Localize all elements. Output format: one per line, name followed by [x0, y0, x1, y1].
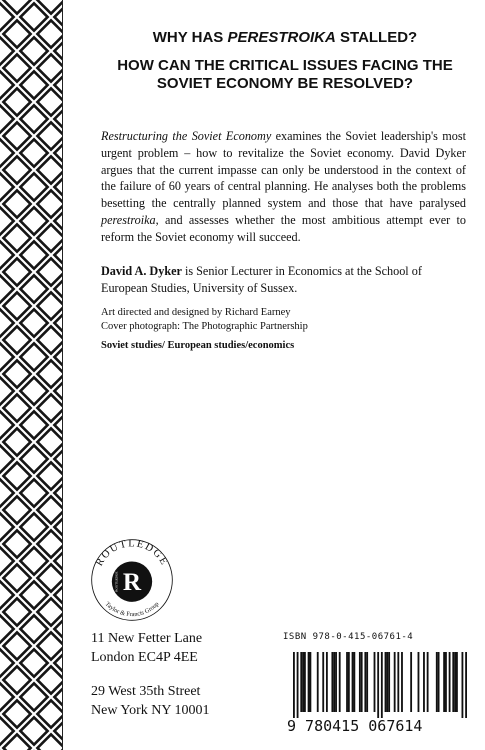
- barcode-bar: [427, 652, 429, 712]
- barcode-bar: [348, 652, 350, 712]
- barcode-bar: [353, 652, 355, 712]
- barcode-bar: [293, 652, 295, 718]
- barcode-bar: [443, 652, 445, 712]
- barcode-bar: [322, 652, 324, 712]
- photo-credit: Cover photograph: The Photographic Partnership: [101, 321, 308, 332]
- routledge-logo: [90, 538, 174, 622]
- logo-group-name: Taylor & Francis Group: [103, 600, 161, 619]
- barcode-bar: [304, 652, 306, 712]
- barcode-bar: [346, 652, 348, 712]
- subject-category: Soviet studies/ European studies/economics: [101, 340, 295, 351]
- barcode-bar: [317, 652, 319, 712]
- barcode-bar: [364, 652, 366, 712]
- barcode-bar: [308, 652, 310, 712]
- barcode-bar: [302, 652, 304, 712]
- headline-question-2: HOW CAN THE CRITICAL ISSUES FACING THE SOVIET ECONOMY BE RESOLVED?: [117, 57, 453, 92]
- barcode-bar: [436, 652, 438, 712]
- barcode-bar: [366, 652, 368, 712]
- barcode-bar: [377, 652, 379, 718]
- logo-inner-text: ROUTLEDGE: [114, 571, 119, 592]
- book-title: Restructuring the Soviet Economy: [101, 129, 272, 143]
- isbn-barcode: [287, 652, 473, 718]
- barcode-bar: [297, 652, 299, 718]
- barcode-bar: [386, 652, 388, 712]
- barcode-bar: [449, 652, 451, 712]
- barcode-bar: [374, 652, 376, 712]
- barcode-bar: [454, 652, 456, 712]
- barcode-bar: [333, 652, 335, 712]
- barcode-bar: [397, 652, 399, 712]
- barcode-bar: [339, 652, 341, 712]
- barcode-bar: [401, 652, 403, 712]
- art-credit: Art directed and designed by Richard Earney: [101, 307, 291, 318]
- barcode-bar: [465, 652, 467, 718]
- barcode-bar: [361, 652, 363, 712]
- barcode-bar: [385, 652, 387, 712]
- barcode-bar: [438, 652, 440, 712]
- barcode-bar: [359, 652, 361, 712]
- barcode-bar: [331, 652, 333, 712]
- barcode-bar: [309, 652, 311, 712]
- author-bio: David A. Dyker is Senior Lecturer in Economics at the School of European Studies, University of Sussex.: [101, 264, 422, 295]
- author-name: David A. Dyker: [101, 264, 182, 278]
- barcode-bar: [300, 652, 302, 712]
- headline-question-1: WHY HAS PERESTROIKA STALLED?: [152, 29, 418, 46]
- us-address: 29 West 35th Street New York NY 10001: [91, 684, 210, 718]
- barcode-bar: [388, 652, 390, 712]
- barcode-bar: [352, 652, 354, 712]
- barcode-bar: [335, 652, 337, 712]
- logo-publisher-name: ROUTLEDGE: [93, 538, 171, 569]
- credits: [101, 306, 461, 334]
- barcode-bar: [462, 652, 464, 718]
- barcode-bar: [418, 652, 420, 712]
- barcode-bar: [423, 652, 425, 712]
- headline-emphasis: PERESTROIKA: [227, 29, 336, 46]
- barcode-number: 9 780415 067614: [287, 717, 423, 735]
- barcode-bar: [381, 652, 383, 718]
- barcode-bar: [410, 652, 412, 712]
- barcode-bar: [445, 652, 447, 712]
- decorative-lattice-border: [0, 0, 63, 750]
- book-description: Restructuring the Soviet Economy examines the Soviet leadership's most urgent problem – how to revitalize the Soviet economy. David Dyker argues that the current impasse can only be understood in the context of the failure of 60 years of central planning. He analyses both the problems besetting the centrally planned system and those that have paralysed perestroika, and assesses whether the most ambitious attempt ever to reform the Soviet economy will succeed.: [101, 129, 466, 244]
- perestroika-emphasis: perestroika: [101, 212, 156, 227]
- barcode-bar: [394, 652, 396, 712]
- barcode-bar: [326, 652, 328, 712]
- uk-address: 11 New Fetter Lane London EC4P 4EE: [91, 631, 203, 665]
- isbn-label: ISBN 978-0-415-06761-4: [283, 632, 414, 642]
- logo-monogram: R: [122, 569, 142, 597]
- barcode-bar: [452, 652, 454, 712]
- barcode-bar: [456, 652, 458, 712]
